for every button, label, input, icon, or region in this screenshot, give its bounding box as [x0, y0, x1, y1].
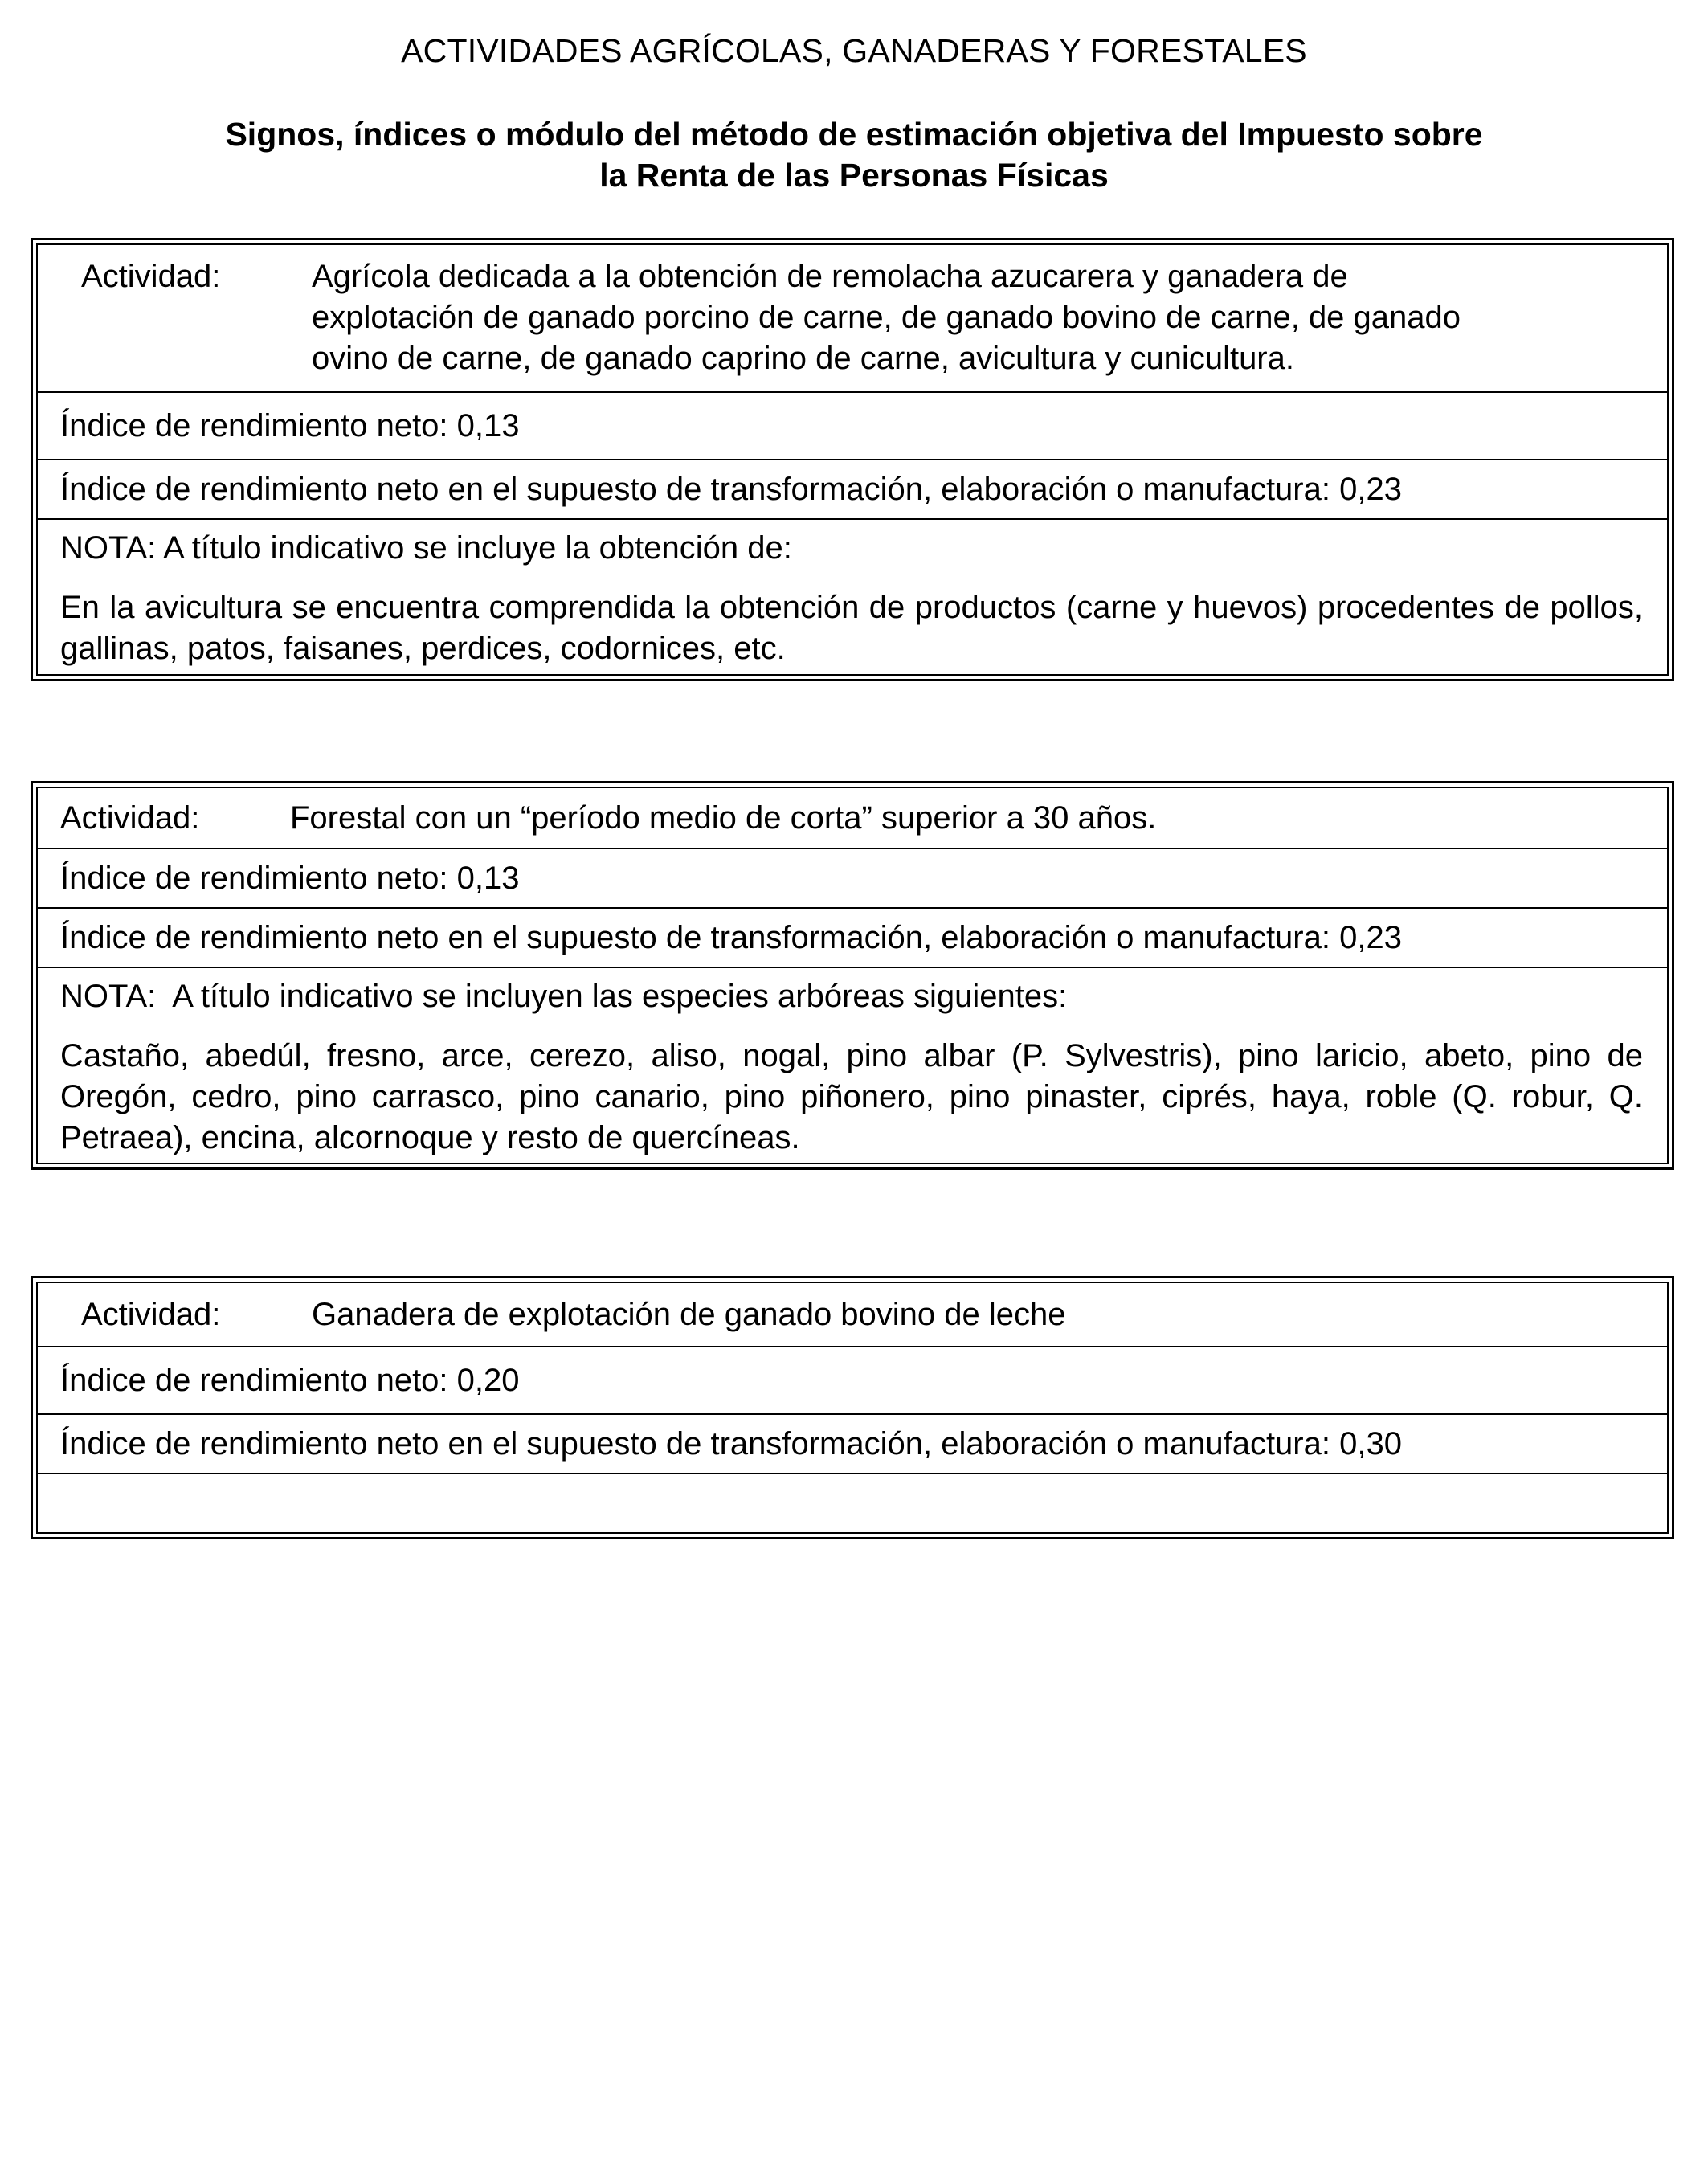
empty-row: [38, 1473, 1667, 1532]
activity-row: [38, 245, 1667, 391]
net-yield-index-row: [38, 848, 1667, 907]
note-title: NOTA: A título indicativo se incluye la obtención de:: [60, 530, 792, 566]
net-yield-index-transformation: Índice de rendimiento neto en el supuesto de transformación, elaboración o manufactura: 0,30: [60, 1425, 1402, 1462]
net-yield-index: Índice de rendimiento neto: 0,13: [60, 407, 520, 444]
note-text: En la avicultura se encuentra comprendida la obtención de productos (carne y huevos) procedentes de pollos, gallinas, patos, faisanes, perdices, codornices, etc.: [60, 590, 1643, 666]
subtitle-line-1: Signos, índices o módulo del método de estimación objetiva del Impuesto sobre: [225, 116, 1483, 153]
note-title: NOTA: A título indicativo se incluyen las especies arbóreas siguientes:: [60, 979, 1068, 1014]
subtitle-line-2: la Renta de las Personas Físicas: [599, 157, 1109, 194]
activity-box-inner: [36, 787, 1669, 1164]
activity-description-line-1: Agrícola dedicada a la obtención de remolacha azucarera y ganadera de: [312, 259, 1348, 294]
activity-box-forestry: [31, 781, 1674, 1170]
activity-box-dairy-cattle: [31, 1276, 1674, 1539]
document-subtitle: [0, 114, 1708, 196]
note-row: [38, 967, 1667, 1163]
net-yield-index-transformation-row: [38, 1413, 1667, 1473]
activity-label: Actividad:: [60, 799, 200, 836]
document-header: ACTIVIDADES AGRÍCOLAS, GANADERAS Y FORESTALES: [401, 32, 1307, 69]
activity-description-line-2: explotación de ganado porcino de carne, de ganado bovino de carne, de ganado: [312, 300, 1461, 335]
activity-row: [38, 788, 1667, 848]
net-yield-index-transformation-row: [38, 459, 1667, 518]
net-yield-index-transformation: Índice de rendimiento neto en el supuesto de transformación, elaboración o manufactura: 0,23: [60, 471, 1402, 507]
net-yield-index: Índice de rendimiento neto: 0,13: [60, 860, 520, 896]
net-yield-index-transformation-row: [38, 907, 1667, 967]
activity-box-inner: [36, 243, 1669, 676]
activity-description: [312, 245, 1651, 379]
activity-box-sugar-beet-livestock: [31, 238, 1674, 681]
activity-row: [38, 1283, 1667, 1346]
activity-label: Actividad:: [81, 259, 221, 294]
note-row: [38, 518, 1667, 674]
net-yield-index-row: [38, 391, 1667, 459]
activity-box-inner: [36, 1282, 1669, 1534]
note-text: Castaño, abedúl, fresno, arce, cerezo, aliso, nogal, pino albar (P. Sylvestris), pino laricio, abeto, pino de Oregón, cedro, pino carrasco, pino canario, pino piñonero, pino pinaster, ciprés, haya, roble (Q. robur, Q. Petraea), encina, alcornoque y resto de quercíneas.: [60, 1038, 1643, 1155]
activity-description-line-3: ovino de carne, de ganado caprino de carne, avicultura y cunicultura.: [312, 341, 1294, 376]
net-yield-index-transformation: Índice de rendimiento neto en el supuesto de transformación, elaboración o manufactura: 0,23: [60, 919, 1402, 955]
activity-label: Actividad:: [81, 1296, 221, 1332]
net-yield-index-row: [38, 1346, 1667, 1413]
activity-description: Forestal con un “período medio de corta” superior a 30 años.: [290, 799, 1157, 836]
net-yield-index: Índice de rendimiento neto: 0,20: [60, 1362, 520, 1398]
activity-description: Ganadera de explotación de ganado bovino de leche: [312, 1296, 1066, 1332]
